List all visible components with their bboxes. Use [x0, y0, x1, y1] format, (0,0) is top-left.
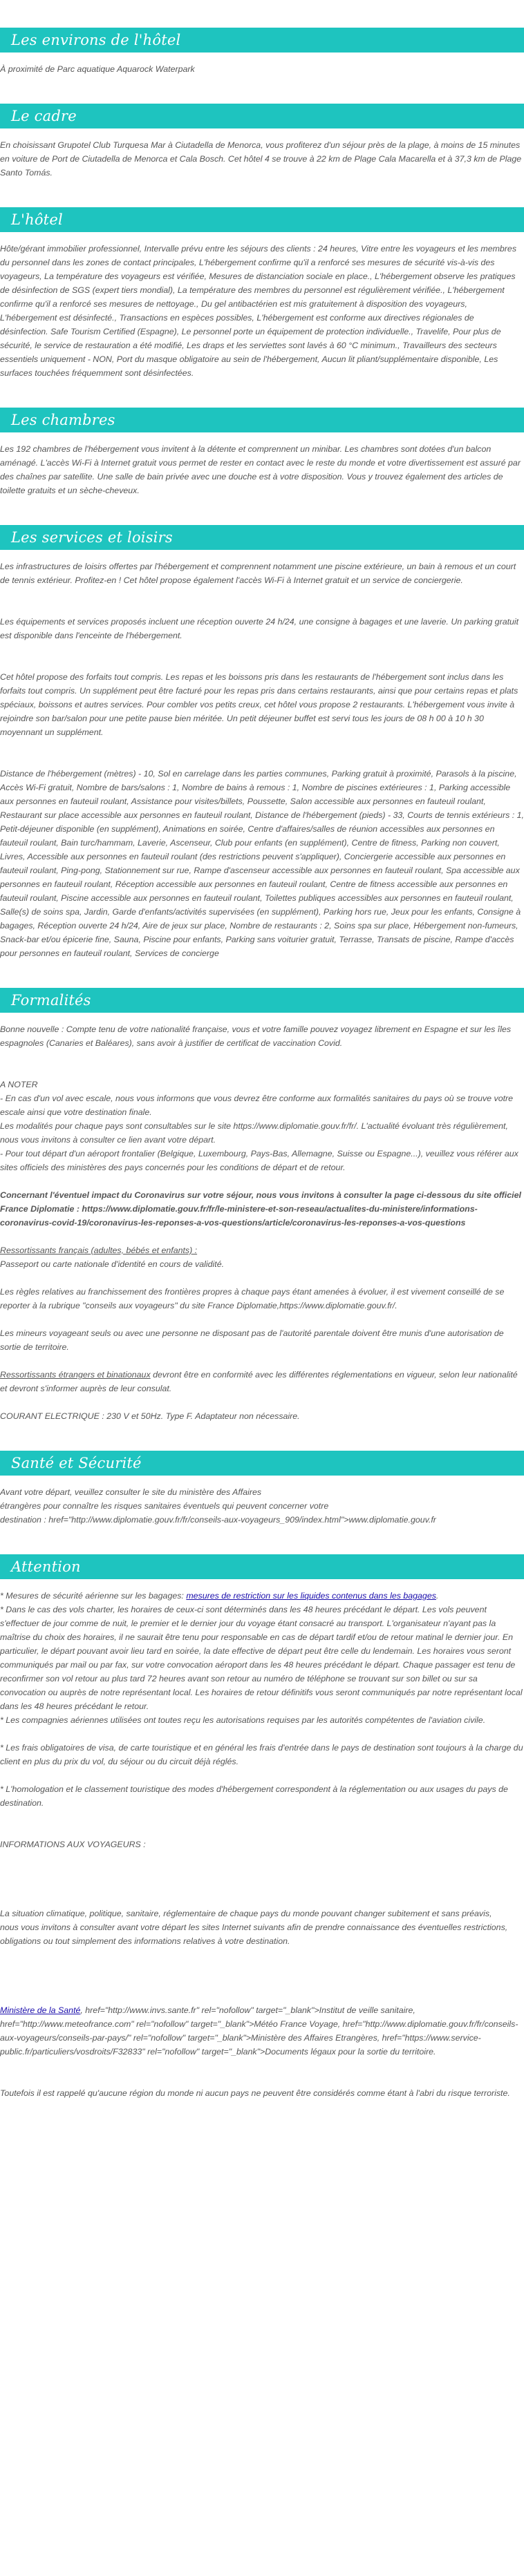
- section-header: [0, 1554, 524, 1579]
- section-header: [0, 28, 524, 53]
- sante-line: étrangères pour connaître les risques sanitaires éventuels qui peuvent concerner votre: [0, 1501, 329, 1511]
- services-paragraph: Les équipements et services proposés incluent une réception ouverte 24 h/24, une consigne à bagages et une laverie. Un parking gratuit est disponible dans l'enceinte de l'hébergement.: [0, 617, 519, 640]
- section-environs: [0, 28, 524, 76]
- section-title: Les services et loisirs: [11, 529, 173, 546]
- section-header: [0, 988, 524, 1013]
- section-title: Le cadre: [11, 108, 77, 124]
- hotel-text: Hôte/gérant immobilier professionnel, Intervalle prévu entre les séjours des clients : 24 heures, Vitre entre les voyageurs et les membres du personnel dans les zones de contact principales, L'hébergement confirme qu'il a renforcé ses mesures de sécurité vis-à-vis des voyageurs, La température des voyageurs est vérifiée, Mesures de distanciation sociale en place., L'hébergement observe les pratiques de désinfection de SGS (expert tiers mondial), La température des membres du personnel est régulièrement vérifiée., L'hébergement confirme qu'il a renforcé ses mesures de nettoyage., Du gel antibactérien est mis gratuitement à disposition des voyageurs, L'hébergement est désinfecté., Transactions en espèces possibles, L'hébergement est conforme aux directives régionales de désinfection. Safe Tourism Certified (Espagne), Le personnel porte un équipement de protection individuelle., Travelife, Pour plus de sécurité, le service de restauration a été modifié, Les draps et les serviettes sont lavés à 60 °C minimum., Travailleurs des secteurs essentiels uniquement - NON, Port du masque obligatoire au sein de l'hébergement, Aucun lit pliant/supplémentaire disponible, Les surfaces touchées fréquemment sont désinfectées.: [0, 244, 517, 378]
- mineurs-text: Les mineurs voyageant seuls ou avec une personne ne disposant pas de l'autorité parentale doivent être munis d'une autorisation de sortie de territoire.: [0, 1328, 504, 1352]
- section-title: Les environs de l'hôtel: [11, 32, 181, 48]
- services-paragraph: Cet hôtel propose des forfaits tout compris. Les repas et les boissons pris dans les restaurants de l'hébergement sont inclus dans les forfaits tout compris. Un supplément peut être facturé pour les repas pris dans certains restaurants, ainsi que pour certains repas et plats spéciaux, boissons et autres services. Pour combler vos petits creux, cet hôtel vous propose 2 restaurants. L'hébergement vous invite à rejoindre son bar/salon pour une petite pause bien méritée. Un petit déjeuner buffet est servi tous les jours de 08 h 00 à 10 h 30 moyennant un supplément.: [0, 672, 518, 737]
- mesures-securite: [0, 1589, 524, 1603]
- ressortissants-fr-title: Ressortissants français (adultes, bébés et enfants) :: [0, 1246, 198, 1255]
- section-header: [0, 207, 524, 232]
- charter-text: * Dans le cas des vols charter, les horaires de ceux-ci sont déterminés dans les 48 heures précédant le départ. Les vols peuvent s'effectuer de jour comme de nuit, le premier et le dernier jour du voyage étant consacré au transport. L'organisateur n'ayant pas la maîtrise du choix des horaires, il ne saurait être tenu pour responsable en cas de départ tardif et/ou de retour matinal le dernier jour. En particulier, le départ pouvant avoir lieu tard en soirée, la date effective de départ peut être celle du lendemain. Les horaires vous seront communiqués par mail ou par fax, sur votre convocation aéroport dans les 48 heures précédant le départ. Chaque passager est tenu de reconfirmer son vol retour au plus tard 72 heures avant son retour au numéro de téléphone se trouvant sur son billet ou sur sa convocation ou auprès de notre représentant local. Les horaires de retour définitifs vous seront communiqués par notre représentant local dans les 48 heures précédant le retour.: [0, 1605, 523, 1711]
- section-header: [0, 104, 524, 128]
- sante-line: destination : href="http://www.diplomatie.gouv.fr/fr/conseils-aux-voyageurs_909/index.html">www.diplomatie.gouv.fr: [0, 1515, 436, 1525]
- sites-links-text: , href="http://www.invs.sante.fr" rel="nofollow" target="_blank">Institut de veille sanitaire, href="http://www.meteofrance.com" rel="nofollow" target="_blank">Météo France Voyage, href="http://www.diplomatie.gouv.fr/fr/conseils-aux-voyageurs/conseils-par-pays/" rel="nofollow" target="_blank">Ministère des Affaires Etrangères, href="https://www.service-public.fr/particuliers/vosdroits/F32833" rel="nofollow" target="_blank">Documents légaux pour la sortie du territoire.: [0, 2005, 518, 2057]
- section-cadre: [0, 104, 524, 180]
- section-chambres: [0, 408, 524, 497]
- section-title: Les chambres: [11, 412, 115, 428]
- formalites-intro: Bonne nouvelle : Compte tenu de votre nationalité française, vous et votre famille pouvez voyagez librement en Espagne et sur les îles espagnoles (Canaries et Baléares), sans avoir à justifier de certificat de vaccination Covid.: [0, 1024, 512, 1048]
- section-header: [0, 408, 524, 432]
- courant-text: COURANT ELECTRIQUE : 230 V et 50Hz. Type F. Adaptateur non nécessaire.: [0, 1411, 300, 1421]
- section-title: Attention: [11, 1558, 81, 1575]
- note-title: A NOTER: [0, 1080, 38, 1089]
- environs-text: À proximité de Parc aquatique Aquarock Waterpark: [0, 64, 195, 74]
- section-title: Formalités: [11, 992, 91, 1009]
- section-sante: [0, 1451, 524, 1527]
- cadre-text: En choisissant Grupotel Club Turquesa Mar à Ciutadella de Menorca, vous profiterez d'un séjour près de la plage, à moins de 15 minutes en voiture de Port de Ciutadella de Menorca et Cala Bosch. Cet hôtel 4 se trouve à 22 km de Plage Cala Macarella et à 37,3 km de Plage Santo Tomás.: [0, 140, 522, 178]
- ministere-sante-link[interactable]: Ministère de la Santé: [0, 2005, 81, 2015]
- frais-text: * Les frais obligatoires de visa, de carte touristique et en général les frais d'entrée dans le pays de destination sont toujours à la charge du client en plus du prix du vol, du séjour ou du circuit déjà réglés.: [0, 1743, 523, 1766]
- section-header: [0, 1451, 524, 1476]
- sante-line: Avant votre départ, veuillez consulter le site du ministère des Affaires: [0, 1487, 262, 1497]
- ressortissants-etr-title: Ressortissants étrangers et binationaux: [0, 1370, 151, 1380]
- mesures-prefix: * Mesures de sécurité aérienne sur les bagages:: [0, 1591, 187, 1601]
- services-paragraph: Les infrastructures de loisirs offertes par l'hébergement et comprennent notamment une piscine extérieure, un bain à remous et un court de tennis extérieur. Profitez-en ! Cet hôtel propose également l'accès Wi-Fi à Internet gratuit et un service de conciergerie.: [0, 562, 516, 585]
- section-formalites: [0, 988, 524, 1423]
- services-paragraph: Distance de l'hébergement (mètres) - 10, Sol en carrelage dans les parties communes, Parking gratuit à proximité, Parasols à la piscine, Accès Wi-Fi gratuit, Nombre de bars/salons : 1, Nombre de bains à remous : 1, Nombre de piscines extérieures : 1, Parking accessible aux personnes en fauteuil roulant, Assistance pour visites/billets, Poussette, Salon accessible aux personnes en fauteuil roulant, Restaurant sur place accessible aux personnes en fauteuil roulant, Distance de l'hébergement (pieds) - 33, Courts de tennis extérieurs : 1, Petit-déjeuner disponible (en supplément), Animations en soirée, Centre d'affaires/salles de réunion accessibles aux personnes en fauteuil roulant, Bain turc/hammam, Laverie, Ascenseur, Club pour enfants (en supplément), Centre de fitness, Parking non couvert, Livres, Accessible aux personnes en fauteuil roulant (des restrictions peuvent s'appliquer), Conciergerie accessible aux personnes en fauteuil roulant, Ping-pong, Stationnement sur rue, Rampe d'ascenseur accessible aux personnes en fauteuil roulant, Spa accessible aux personnes en fauteuil roulant, Réception accessible aux personnes en fauteuil roulant, Centre de fitness accessible aux personnes en fauteuil roulant, Piscine accessible aux personnes en fauteuil roulant, Toilettes publiques accessibles aux personnes en fauteuil roulant, Salle(s) de soins spa, Jardin, Garde d'enfants/activités supervisées (en supplément), Parking hors rue, Jeux pour les enfants, Consigne à bagages, Réception ouverte 24 h/24, Aire de jeux sur place, Nombre de restaurants : 2, Soins spa sur place, Hébergement non-fumeurs, Snack-bar et/ou épicerie fine, Sauna, Piscine pour enfants, Parking sans voiturier gratuit, Terrasse, Transats de piscine, Rampe d'accès pour personnes en fauteuil roulant, Services de concierge: [0, 769, 524, 958]
- note-item: - En cas d'un vol avec escale, nous vous informons que vous devrez être conforme aux formalités sanitaires du pays où se trouve votre escale ainsi que votre destination finale.: [0, 1094, 514, 1117]
- ressortissants-etr-block: [0, 1368, 524, 1395]
- homologation-text: * L'homologation et le classement touristique des modes d'hébergement correspondent à la réglementation ou aux usages du pays de destination.: [0, 1784, 508, 1808]
- mesures-suffix: .: [436, 1591, 439, 1601]
- section-header: [0, 525, 524, 550]
- section-title: Santé et Sécurité: [11, 1455, 142, 1471]
- terrorisme-text: Toutefois il est rappelé qu'aucune région du monde ni aucun pays ne peuvent être considérés comme étant à l'abri du risque terroriste.: [0, 2088, 510, 2098]
- infos-voyageurs-title: INFORMATIONS AUX VOYAGEURS :: [0, 1840, 146, 1849]
- mesures-restriction-link[interactable]: mesures de restriction sur les liquides contenus dans les bagages: [186, 1591, 436, 1601]
- chambres-text: Les 192 chambres de l'hébergement vous invitent à la détente et comprennent un minibar. Les chambres sont dotées d'un balcon aménagé. L'accès Wi-Fi à Internet gratuit vous permet de rester en contact avec le reste du monde et votre divertissement est assuré par des chaînes par satellite. Une salle de bain privée avec une douche est à votre disposition. Vous y trouvez également des articles de toilette gratuits et un sèche-cheveux.: [0, 444, 521, 495]
- situation-line: La situation climatique, politique, sanitaire, réglementaire de chaque pays du monde pouvant changer subitement et sans préavis,: [0, 1909, 492, 1918]
- ressortissants-fr-text: Passeport ou carte nationale d'identité en cours de validité.: [0, 1259, 225, 1269]
- coronavirus-notice: Concernant l'éventuel impact du Coronavirus sur votre séjour, nous vous invitons à consulter la page ci-dessous du site officiel France Diplomatie : https://www.diplomatie.gouv.fr/fr/le-ministere-et-son-reseau/actualites-du-ministere/informations-coronavirus-covid-19/coronavirus-les-reponses-a-vos-questions/article/coronavirus-les-reponses-a-vos-questions: [0, 1190, 521, 1228]
- ressortissants-etr-text: devront être en conformité avec les différentes réglementations en vigueur, selon leur nationalité et devront s'informer auprès de leur consulat.: [0, 1370, 518, 1393]
- section-attention: [0, 1554, 524, 2100]
- note-item: - Pour tout départ d'un aéroport frontalier (Belgique, Luxembourg, Pays-Bas, Allemagne, Suisse ou Espagne...), veuillez vous référer aux sites officiels des ministères des pays concernés pour les conditions de départ et de retour.: [0, 1149, 518, 1172]
- compagnies-text: * Les compagnies aériennes utilisées ont toutes reçu les autorisations requises par les autorités compétentes de l'aviation civile.: [0, 1715, 486, 1725]
- section-hotel: [0, 207, 524, 380]
- situation-line: nous vous invitons à consulter avant votre départ les sites Internet suivants afin de prendre connaissance des éventuelles restrictions, obligations ou tout simplement des informations relatives à votre destination.: [0, 1923, 508, 1946]
- section-services: [0, 525, 524, 960]
- regles-text: Les règles relatives au franchissement des frontières propres à chaque pays étant amenées à évoluer, il est vivement conseillé de se reporter à la rubrique "conseils aux voyageurs" du site France Diplomatie,https://www.diplomatie.gouv.fr/.: [0, 1287, 505, 1310]
- sites-links: [0, 2003, 524, 2059]
- section-title: L'hôtel: [11, 211, 63, 228]
- page: [0, 28, 524, 2128]
- note-item: Les modalités pour chaque pays sont consultables sur le site https://www.diplomatie.gouv.fr/fr/. L'actualité évoluant très régulièrement, nous vous invitons à consulter ce lien avant votre départ.: [0, 1121, 508, 1145]
